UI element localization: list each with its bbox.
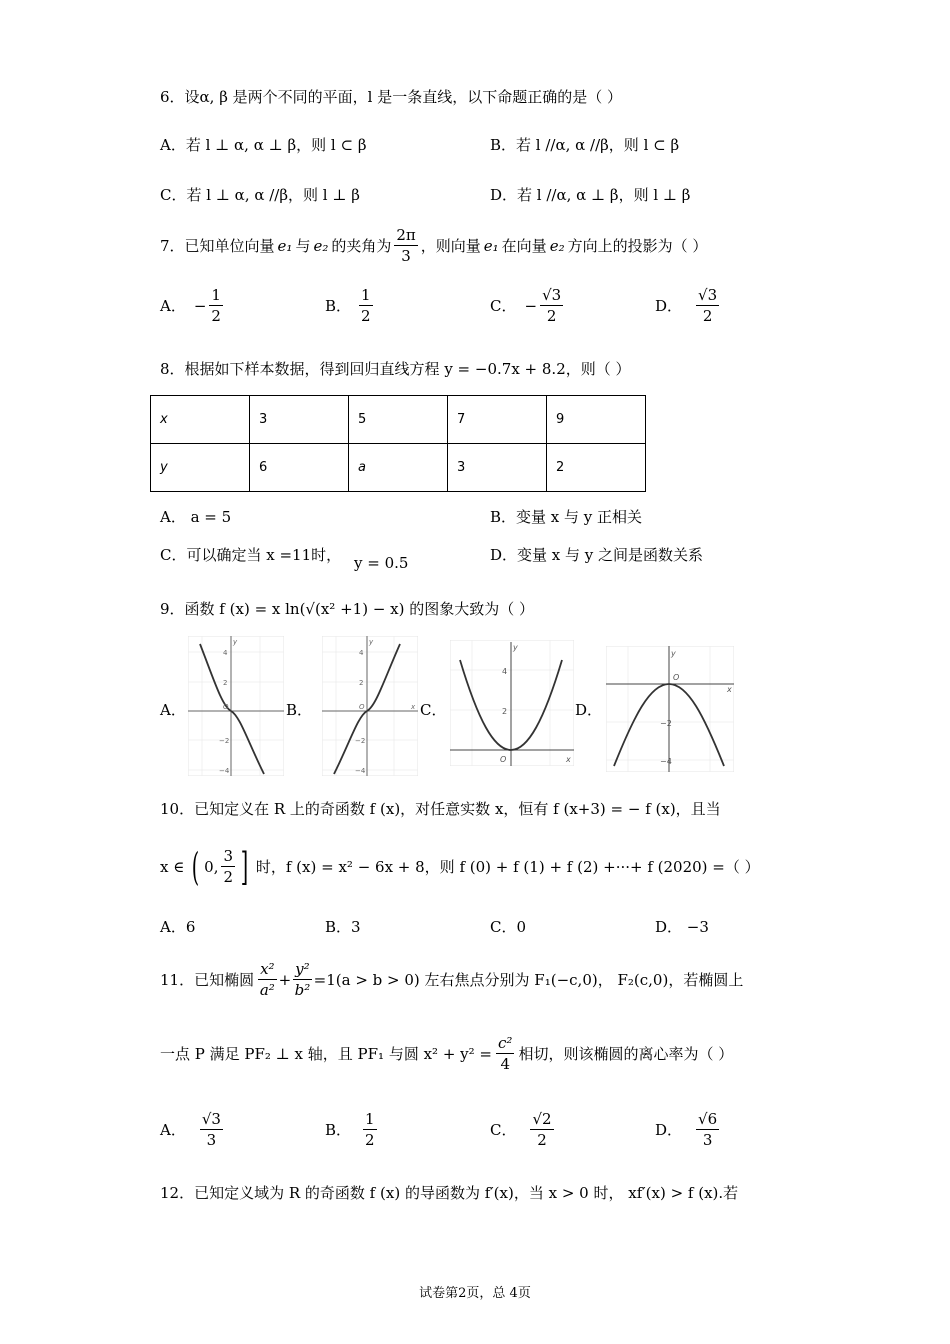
- q11-option-d: D． $\frac{√6}{3}$: [655, 1110, 718, 1149]
- q11-fraction-c: $\frac{\text{c²}}{4}$: [498, 1034, 513, 1073]
- q7-angle-text: 的夹角为: [331, 236, 392, 255]
- q9-graph-b: [322, 636, 418, 776]
- q11-option-b: B． $\frac{1}{2}$: [325, 1110, 375, 1149]
- q7-stem-b: ，则向量: [420, 236, 481, 255]
- origin-label: O: [223, 703, 229, 711]
- vector-e2: e₂: [313, 236, 329, 255]
- page-footer: 试卷第2页，总 4页: [419, 1286, 531, 1301]
- q9-graph-d: [606, 646, 734, 772]
- q8-option-a: A． a = 5: [160, 508, 232, 526]
- q11-line2: [160, 1036, 733, 1072]
- table-cell: 3: [448, 444, 547, 492]
- vector-e1-second: e₁: [483, 236, 499, 255]
- table-row: [151, 396, 646, 444]
- axis-x-label: x: [411, 703, 416, 711]
- axis-y-label: y: [671, 649, 676, 658]
- axis-y-label: y: [513, 643, 518, 652]
- axis-y-label: y: [369, 638, 374, 646]
- q7-stem: [160, 228, 707, 264]
- q7-option-d: D． $\frac{√3}{2}$: [655, 286, 718, 325]
- q10-option-b: B．3: [325, 918, 361, 936]
- q10-interval-zero: 0,: [204, 857, 219, 876]
- q10-stem: 10．已知定义在 R 上的奇函数 f (x)，对任意实数 x，恒有 f (x+3) = − f (x)，且当: [160, 800, 721, 818]
- q9-stem: 9．函数 f (x) = x ln(√(x² +1) − x) 的图象大致为（ ）: [160, 600, 535, 618]
- q11-line2-b: 相切，则该椭圆的离心率为（ ）: [518, 1044, 734, 1063]
- q7-option-b: B． $\frac{1}{2}$: [325, 286, 371, 325]
- q8-data-table: [150, 395, 646, 492]
- q10-line2-a: x ∈: [160, 857, 185, 876]
- origin-label: O: [673, 673, 680, 682]
- q7-option-c: C． − $\frac{√3}{2}$: [490, 286, 562, 325]
- tick-label: 4: [359, 649, 364, 657]
- q10-line2: [160, 845, 760, 889]
- open-paren-icon: (: [192, 845, 200, 889]
- q8-stem: 8．根据如下样本数据，得到回归直线方程 y = −0.7x + 8.2，则（ ）: [160, 360, 631, 378]
- q6-option-c: C．若 l ⊥ α, α //β，则 l ⊥ β: [160, 186, 360, 204]
- table-row: [151, 444, 646, 492]
- q6-option-a: A．若 l ⊥ α, α ⊥ β，则 l ⊂ β: [160, 136, 367, 154]
- vector-e2-second: e₂: [549, 236, 565, 255]
- q11-option-c: C． $\frac{√2}{2}$: [490, 1110, 552, 1149]
- q10-interval-fraction: $\frac{3}{2}$: [223, 847, 234, 886]
- q7-stem-c: 在向量: [501, 236, 547, 255]
- q9-label-b: B．: [286, 701, 313, 719]
- q11-stem-a: 11．已知椭圆: [160, 970, 255, 989]
- tick-label: 2: [502, 707, 508, 716]
- tick-label: −4: [219, 767, 230, 775]
- tick-label: −4: [355, 767, 366, 775]
- axis-y-label: y: [233, 638, 238, 646]
- q11-option-a: A． $\frac{√3}{3}$: [160, 1110, 221, 1149]
- table-cell: 6: [250, 444, 349, 492]
- q11-fraction-y: $\frac{\text{y²}}{\text{b²}}$: [294, 960, 311, 999]
- q6-option-d: D．若 l //α, α ⊥ β，则 l ⊥ β: [490, 186, 691, 204]
- origin-label: O: [500, 755, 507, 764]
- table-cell: a: [349, 444, 448, 492]
- tick-label: 2: [359, 679, 364, 687]
- q9-label-a: A．: [160, 701, 186, 719]
- q11-fraction-x: $\frac{\text{x²}}{\text{a²}}$: [259, 960, 275, 999]
- axis-x-label: x: [727, 685, 732, 694]
- table-cell: 3: [250, 396, 349, 444]
- q12-stem: 12．已知定义域为 R 的奇函数 f (x) 的导函数为 f′(x)，当 x > 0 时， xf′(x) > f (x).若: [160, 1184, 739, 1202]
- table-cell: y: [151, 444, 250, 492]
- vector-e1: e₁: [277, 236, 293, 255]
- q11-line2-a: 一点 P 满足 PF₂ ⊥ x 轴，且 PF₁ 与圆 x² + y² =: [160, 1044, 493, 1063]
- q9-label-d: D．: [575, 701, 603, 719]
- q8-option-b: B．变量 x 与 y 正相关: [490, 508, 643, 526]
- q10-option-d: D． −3: [655, 918, 709, 936]
- q7-option-a: A． − $\frac{1}{2}$: [160, 286, 221, 325]
- q11-stem-b: =1(a > b > 0) 左右焦点分别为 F₁(−c,0)， F₂(c,0)，若椭圆上: [313, 970, 744, 989]
- table-cell: 5: [349, 396, 448, 444]
- q9-graph-c: [450, 640, 574, 766]
- q11-plus: +: [278, 970, 292, 989]
- q8-option-c: C．可以确定当 x =11时，: [160, 546, 342, 564]
- q9-graph-a: [188, 636, 284, 776]
- close-bracket-icon: ]: [240, 845, 249, 889]
- table-cell: 7: [448, 396, 547, 444]
- q10-option-c: C．0: [490, 918, 527, 936]
- q6-option-b: B．若 l //α, α //β，则 l ⊂ β: [490, 136, 680, 154]
- axis-x-label: x: [566, 755, 571, 764]
- q7-angle-fraction: $\frac{2\pi}{3}$: [396, 226, 416, 265]
- q10-line2-b: 时，f (x) = x² − 6x + 8，则 f (0) + f (1) + f (2) +···+ f (2020) =（ ）: [255, 857, 760, 876]
- table-cell: 9: [547, 396, 646, 444]
- q10-option-a: A．6: [160, 918, 196, 936]
- q8-option-d: D．变量 x 与 y 之间是函数关系: [490, 546, 704, 564]
- tick-label: 4: [502, 667, 508, 676]
- tick-label: −2: [355, 737, 366, 745]
- q7-stem-a: 7．已知单位向量: [160, 236, 275, 255]
- origin-label: O: [359, 703, 365, 711]
- tick-label: −2: [219, 737, 230, 745]
- tick-label: −4: [660, 757, 672, 766]
- q8-option-c-value: y = 0.5: [354, 554, 409, 572]
- table-cell: x: [151, 396, 250, 444]
- q9-label-c: C．: [420, 701, 447, 719]
- tick-label: −2: [660, 719, 672, 728]
- tick-label: 2: [223, 679, 228, 687]
- q7-mid: 与: [295, 236, 311, 255]
- table-cell: 2: [547, 444, 646, 492]
- q6-stem: 6．设α, β 是两个不同的平面，l 是一条直线，以下命题正确的是（ ）: [160, 88, 622, 106]
- q11-stem: [160, 962, 743, 998]
- q7-stem-d: 方向上的投影为（ ）: [567, 236, 708, 255]
- tick-label: 4: [223, 649, 228, 657]
